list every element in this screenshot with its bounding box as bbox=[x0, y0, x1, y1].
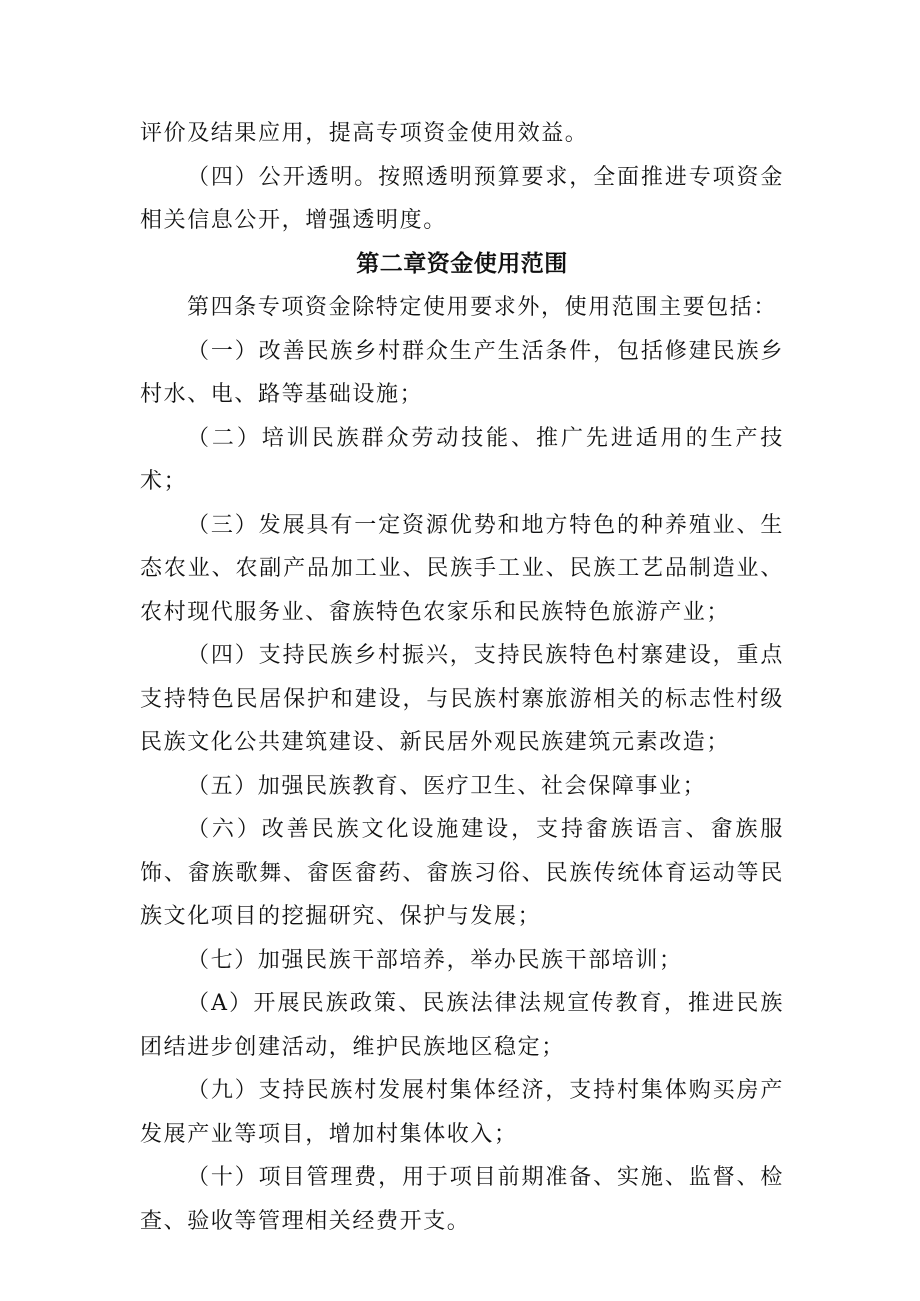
list-item-5: （五）加强民族教育、医疗卫生、社会保障事业； bbox=[187, 773, 707, 799]
list-item-6: （六）改善民族文化设施建设，支持畲族语言、畲族服饰、畲族歌舞、畲医畲药、畲族习俗、民族传统体育运动等民族文化项目的挖掘研究、保护与发展； bbox=[140, 817, 784, 929]
list-item-3: （三）发展具有一定资源优势和地方特色的种养殖业、生态农业、农副产品加工业、民族手工业、民族工艺品制造业、农村现代服务业、畲族特色农家乐和民族特色旅游产业； bbox=[140, 512, 784, 625]
article-4-intro: 第四条专项资金除特定使用要求外，使用范围主要包括： bbox=[187, 295, 778, 320]
chapter-title: 第二章资金使用范围 bbox=[356, 250, 568, 277]
principle-4-paragraph: （四）公开透明。按照透明预算要求，全面推进专项资金相关信息公开，增强透明度。 bbox=[140, 164, 784, 233]
list-item-10: （十）项目管理费，用于项目前期准备、实施、监督、检查、验收等管理相关经费开支。 bbox=[140, 1165, 784, 1234]
list-item-2: （二）培训民族群众劳动技能、推广先进适用的生产技术； bbox=[140, 425, 784, 494]
continuation-paragraph: 评价及结果应用，提高专项资金使用效益。 bbox=[140, 121, 589, 146]
list-item-1: （一）改善民族乡村群众生产生活条件，包括修建民族乡村水、电、路等基础设施； bbox=[140, 338, 784, 407]
list-item-9: （九）支持民族村发展村集体经济，支持村集体购买房产发展产业等项目，增加村集体收入； bbox=[140, 1078, 784, 1147]
list-item-7: （七）加强民族干部培养，举办民族干部培训； bbox=[187, 947, 683, 973]
list-item-4: （四）支持民族乡村振兴，支持民族特色村寨建设，重点支持特色民居保护和建设，与民族村寨旅游相关的标志性村级民族文化公共建筑建设、新民居外观民族建筑元素改造； bbox=[140, 643, 784, 755]
list-item-8: （A）开展民族政策、民族法律法规宣传教育，推进民族团结进步创建活动，维护民族地区稳定； bbox=[140, 991, 784, 1060]
